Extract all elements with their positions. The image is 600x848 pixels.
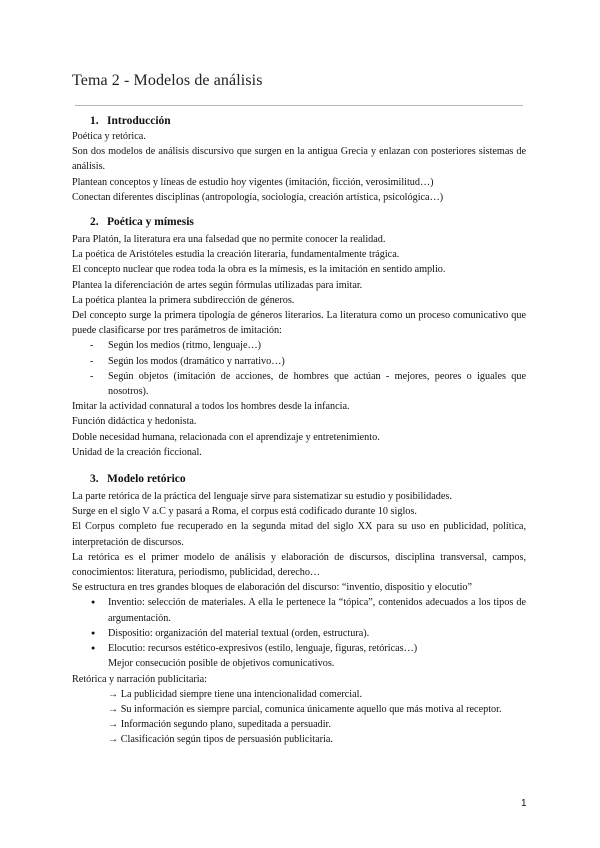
paragraph: Unidad de la creación ficcional. [72, 446, 202, 458]
arrow-item: → Clasificación según tipos de persuasión publicitaria. [108, 734, 333, 746]
arrow-item: → Su información es siempre parcial, comunica únicamente aquello que más motiva al receptor. [108, 703, 502, 715]
paragraph: Doble necesidad humana, relacionada con el aprendizaje y entretenimiento. [72, 431, 380, 443]
paragraph: La retórica es el primer modelo de análisis y elaboración de discursos, disciplina transversal, campos, conocimientos: literatura, periodismo, publicidad, derecho… [72, 551, 526, 579]
bullet-note: Mejor consecución posible de objetivos comunicativos. [108, 658, 335, 670]
paragraph: La parte retórica de la práctica del lenguaje sirve para sistematizar su estudio y posibilidades. [72, 491, 452, 503]
list-item: ● Inventio: selección de materiales. A ella le pertenece la “tópica”, contenidos adecuados a los tipos de argumentación. [72, 595, 526, 625]
list-item: ● Dispositio: organización del material textual (orden, estructura). [72, 626, 526, 641]
title-divider [75, 105, 523, 106]
arrow-item: → Información segundo plano, supeditada a persuadir. [108, 719, 331, 731]
paragraph: El Corpus completo fue recuperado en la segunda mitad del siglo XX para su uso en publicidad, política, interpretación de discursos. [72, 521, 526, 548]
paragraph: La poética plantea la primera subdirección de géneros. [72, 294, 295, 306]
paragraph: Para Platón, la literatura era una falsedad que no permite conocer la realidad. [72, 234, 386, 246]
section-title: Introducción [107, 115, 171, 127]
page-number: 1 [521, 798, 527, 809]
document-body [72, 113, 526, 748]
paragraph: El concepto nuclear que rodea toda la obra es la mímesis, es la imitación en sentido amplio. [72, 264, 446, 276]
list-item: - Según los modos (dramático y narrativo…) [72, 354, 526, 369]
paragraph: Conectan diferentes disciplinas (antropología, sociología, creación artística, psicológica…) [72, 191, 444, 203]
document-title: Tema 2 - Modelos de análisis [72, 72, 263, 89]
paragraph: Imitar la actividad connatural a todos los hombres desde la infancia. [72, 401, 350, 413]
paragraph: Plantea la diferenciación de artes según fórmulas utilizadas para imitar. [72, 279, 363, 291]
list-item: ● Elocutio: recursos estético-expresivos (estilo, lenguaje, figuras, retóricas…) [72, 641, 526, 656]
paragraph: Función didáctica y hedonista. [72, 416, 197, 428]
list-item: - Según los medios (ritmo, lenguaje…) [72, 338, 526, 353]
list-item: - Según objetos (imitación de acciones, de hombres que actúan - mejores, peores o iguales que nosotros). [72, 369, 526, 399]
section-number: 2. [90, 216, 99, 229]
section-heading [72, 214, 526, 230]
paragraph: Del concepto surge la primera tipología de géneros literarios. La literatura como un proceso comunicativo que puede clasificarse por tres parámetros de imitación: [72, 310, 526, 337]
paragraph: Poética y retórica. [72, 131, 146, 142]
subheading: Retórica y narración publicitaria: [72, 673, 207, 685]
paragraph: Se estructura en tres grandes bloques de elaboración del discurso: “inventio, dispositio y elocutio” [72, 582, 473, 594]
discourse-blocks-list [72, 595, 526, 656]
section-heading [72, 113, 526, 129]
arrow-item: → La publicidad siempre tiene una intencionalidad comercial. [108, 688, 363, 700]
section-title: Poética y mímesis [107, 216, 194, 229]
paragraph: Plantean conceptos y líneas de estudio hoy vigentes (imitación, ficción, verosimilitud…) [72, 176, 434, 188]
section-heading [72, 471, 526, 487]
imitation-parameters-list [72, 338, 526, 399]
section-number: 3. [90, 473, 99, 486]
section-title: Modelo retórico [107, 473, 186, 486]
section-number: 1. [90, 115, 99, 127]
paragraph: La poética de Aristóteles estudia la creación literaria, fundamentalmente trágica. [72, 249, 400, 261]
paragraph: Surge en el siglo V a.C y pasará a Roma, el corpus está codificado durante 10 siglos. [72, 506, 417, 518]
paragraph: Son dos modelos de análisis discursivo que surgen en la antigua Grecia y enlazan con posteriores sistemas de análisis. [72, 146, 526, 173]
